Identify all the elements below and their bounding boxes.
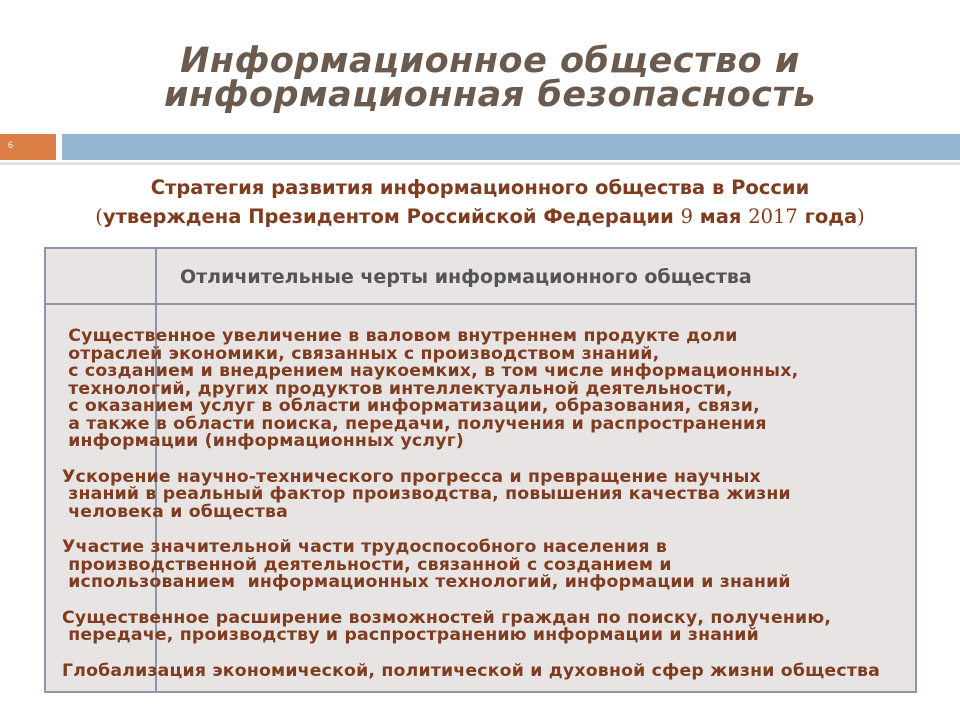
subtitle-paren-close: ) — [857, 205, 865, 228]
feature-item-line: Глобализация экономической, политической и духовной сфер жизни общества — [62, 660, 881, 680]
feature-item-line: производственной деятельности, связанной с созданием и — [62, 554, 672, 575]
feature-item-line: с оказанием услуг в области информатизации, образования, связи, — [62, 396, 760, 416]
header-accent-bar — [62, 134, 960, 160]
feature-item-line: использованием информационных технологий, информации и знаний — [62, 572, 791, 592]
table-header-divider — [46, 303, 915, 305]
feature-item-line: а также в области поиска, передачи, получения и распространения — [62, 413, 767, 434]
subtitle-line2 — [0, 202, 960, 231]
feature-item-line: Участие значительной части трудоспособного населения в — [62, 537, 668, 557]
feature-item-line: человека и общества — [62, 501, 288, 522]
subtitle-month: мая — [693, 205, 749, 228]
feature-item-line: с созданием и внедрением наукоемких, в том числе информационных, — [62, 361, 799, 381]
slide-title-line1: Информационное общество и — [180, 41, 800, 81]
subtitle-year-word: года — [797, 205, 858, 228]
features-list — [62, 328, 960, 680]
feature-item-line: Существенное расширение возможностей граждан по поиску, получению, — [62, 607, 832, 628]
subtitle-day: 9 — [680, 205, 693, 228]
slide-title — [0, 41, 960, 115]
feature-item — [62, 328, 960, 451]
subtitle-year: 2017 — [748, 205, 798, 228]
slide-title-line2: информационная безопасность — [164, 75, 816, 115]
feature-item-line: Существенное увеличение в валовом внутреннем продукте доли — [62, 328, 738, 346]
subtitle-line1: Стратегия развития информационного общества в России — [150, 176, 810, 199]
slide-subtitle — [0, 173, 960, 231]
feature-item-line: технологий, других продуктов интеллектуальной деятельности, — [62, 378, 733, 399]
feature-item — [62, 466, 960, 522]
feature-item — [62, 539, 960, 592]
feature-item-line: отраслей экономики, связанных с производством знаний, — [62, 343, 660, 364]
feature-item-line: информации (информационных услуг) — [62, 431, 465, 451]
feature-item — [62, 607, 960, 645]
feature-item — [62, 660, 960, 681]
feature-item-line: передаче, производству и распространению информации и знаний — [62, 625, 759, 645]
feature-item-line: знаний в реальный фактор производства, повышения качества жизни — [62, 484, 791, 504]
table-header: Отличительные черты информационного общества — [180, 266, 752, 288]
subtitle-paren-open: ( — [95, 205, 103, 228]
subtitle-approved-by: утверждена Президентом Российской Федерации — [102, 205, 681, 228]
slide-number: 6 — [8, 140, 14, 150]
divider — [0, 162, 960, 165]
feature-item-line: Ускорение научно-технического прогресса и превращение научных — [62, 466, 761, 487]
